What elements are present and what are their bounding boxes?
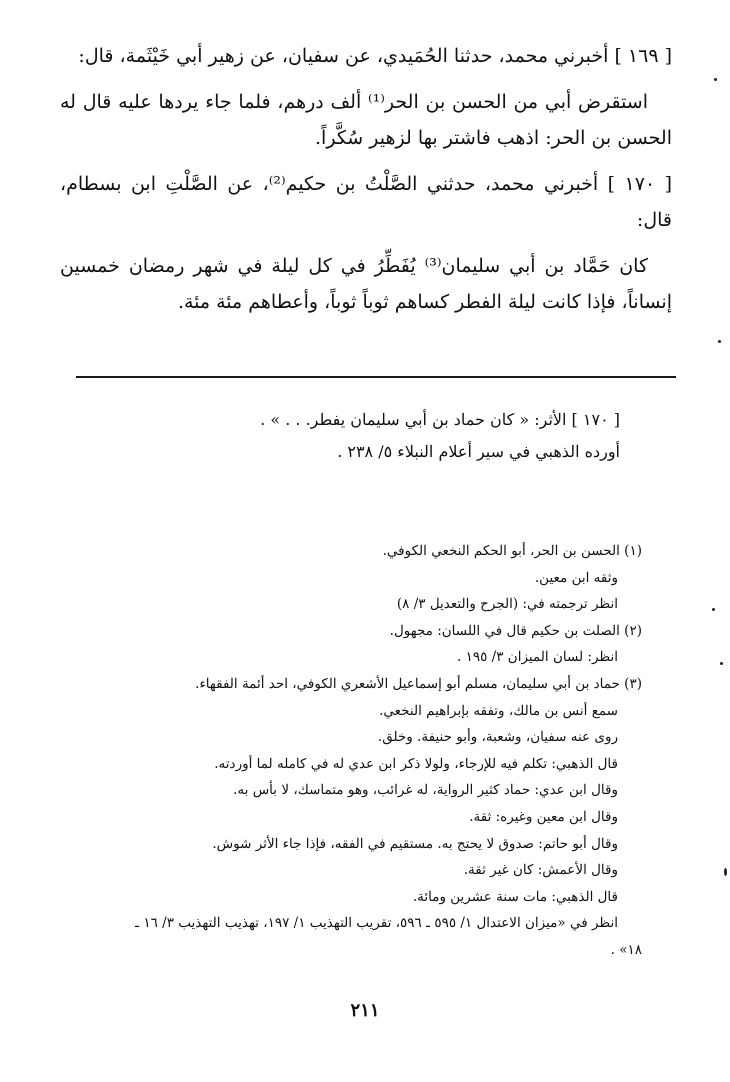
footnote-line: روى عنه سفيان، وشعبة، وأبو حنيفة. وخلق. (377, 729, 618, 746)
scan-speck (714, 78, 717, 81)
takhrij-note (200, 404, 620, 468)
report-169-text: استقرض أبي من الحسن بن الحر⁽¹⁾ ألف درهم، فلما جاء يردها عليه قال له الحسن بن الحر: اذهب فاشتر بها لزهير سُكَّراً. (60, 91, 672, 149)
footnote-line: ١٨» . (610, 941, 642, 958)
scan-speck (720, 662, 723, 665)
report-170-text: كان حَمَّاد بن أبي سليمان⁽³⁾ يُفَطِّرُ في كل ليلة في شهر رمضان خمسين إنساناً، فإذا كانت ليلة الفطر كساهم ثوباً ثوباً، وأعطاهم مئة مئة. (60, 255, 672, 313)
footnote-line: وقال ابن معين وغيره: ثقة. (469, 808, 618, 825)
scan-speck (718, 340, 721, 343)
footnote-line: انظر في «ميزان الاعتدال ١/ ٥٩٥ ـ ٥٩٦، تقريب التهذيب ١/ ١٩٧، تهذيب التهذيب ٣/ ١٦ ـ (135, 915, 618, 932)
footnote-line: وقال الأعمش: كان غير ثقة. (463, 862, 618, 879)
page-number: ٢١١ (350, 1000, 380, 1021)
footnote-line: (٢) الصلت بن حكيم قال في اللسان: مجهول. (389, 622, 642, 639)
report-169-chain: [ ١٦٩ ] أخبرني محمد، حدثنا الحُمَيدي، عن سفيان، عن زهير أبي خَيْثَمة، قال: (78, 45, 672, 67)
footnote-line: (٣) حماد بن أبي سليمان، مسلم أبو إسماعيل الأشعري الكوفي، احد أئمة الفقهاء. (195, 675, 642, 692)
main-text (60, 38, 672, 330)
footnote-line: (١) الحسن بن الحر، أبو الحكم النخعي الكوفي. (382, 543, 642, 559)
footnote-line: قال الذهبي: مات سنة عشرين ومائة. (412, 888, 618, 905)
footnote-line: وقال أبو حاتم: صدوق لا يحتج به. مستقيم في الفقه، فإذا جاء الأثر شوش. (212, 835, 618, 852)
footnote-line: وثقه ابن معين. (534, 569, 618, 586)
report-170-chain: [ ١٧٠ ] أخبرني محمد، حدثني الصَّلْتُ بن حكيم⁽²⁾، عن الصَّلْتِ ابن بسطام، قال: (60, 173, 672, 231)
takhrij-line: [ ١٧٠ ] الأثر: « كان حماد بن أبي سليمان يفطر. . . » . (260, 410, 620, 429)
scan-speck (712, 608, 715, 611)
footnote-divider (76, 376, 676, 378)
footnote-line: قال الذهبي: تكلم فيه للإرجاء، ولولا ذكر ابن عدي له في كامله لما أوردته. (214, 755, 618, 772)
footnote-line: وقال ابن عدي: حماد كثير الرواية، له غرائب، وهو متماسك، لا بأس به. (233, 782, 618, 799)
footnote-line: انظر: لسان الميزان ٣/ ١٩٥ . (457, 649, 618, 666)
footnotes (72, 538, 642, 964)
takhrij-line: أورده الذهبي في سير أعلام النبلاء ٥/ ٢٣٨ . (337, 442, 620, 461)
scan-speck (724, 868, 727, 876)
footnote-line: سمع أنس بن مالك، وتفقه بإبراهيم النخعي. (379, 702, 618, 719)
footnote-line: انظر ترجمته في: (الجرح والتعديل ٣/ ٨) (396, 596, 618, 613)
